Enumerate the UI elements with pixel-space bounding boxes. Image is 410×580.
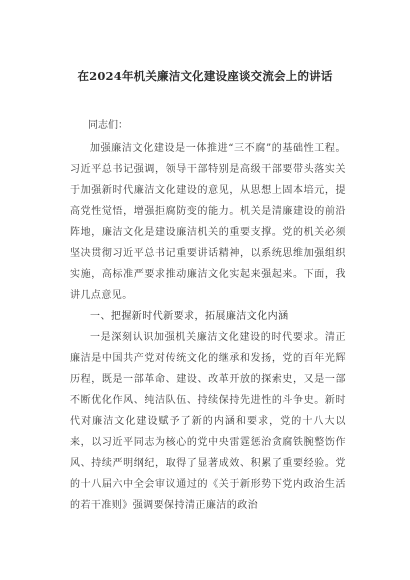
document-body (70, 118, 346, 516)
section-heading: 一、把握新时代新要求，拓展廉洁文化内涵 (90, 311, 289, 322)
document-title: 在2024年机关廉洁文化建设座谈交流会上的讲话 (77, 69, 333, 83)
salutation: 同志们： (88, 120, 128, 131)
intro-paragraph: 加强廉洁文化建设是一体推进“三不腐”的基础性工程。习近平总书记强调，领导干部特别是高级干部要带头落实关于加强新时代廉洁文化建设的意见，从思想上固本培元，提高党性觉悟，增强拒腐防变的能力。机关是清廉建设的前沿阵地，廉洁文化是建设廉洁机关的重要支撑。党的机关必须坚决贯彻习近平总书记重要讲话精神，以系统思维加强组织实施，高标准严要求推动廉洁文化实起来强起来。下面，我讲几点意见。 (70, 143, 346, 301)
section-paragraph: 一是深刻认识加强机关廉洁文化建设的时代要求。清正廉洁是中国共产党对传统文化的继承和发扬，党的百年光辉历程，既是一部革命、建设、改革开放的探索史，又是一部不断优化作风、纯洁队伍、持续保持先进性的斗争史。新时代对廉洁文化建设赋予了新的内涵和要求，党的十八大以来，以习近平同志为核心的党中央雷霆惩治贪腐铁腕整饬作风、持续严明纲纪，取得了显著成效、积累了重要经验。党的十八届六中全会审议通过的《关于新形势下党内政治生活的若干准则》强调要保持清正廉洁的政治 (70, 332, 346, 511)
